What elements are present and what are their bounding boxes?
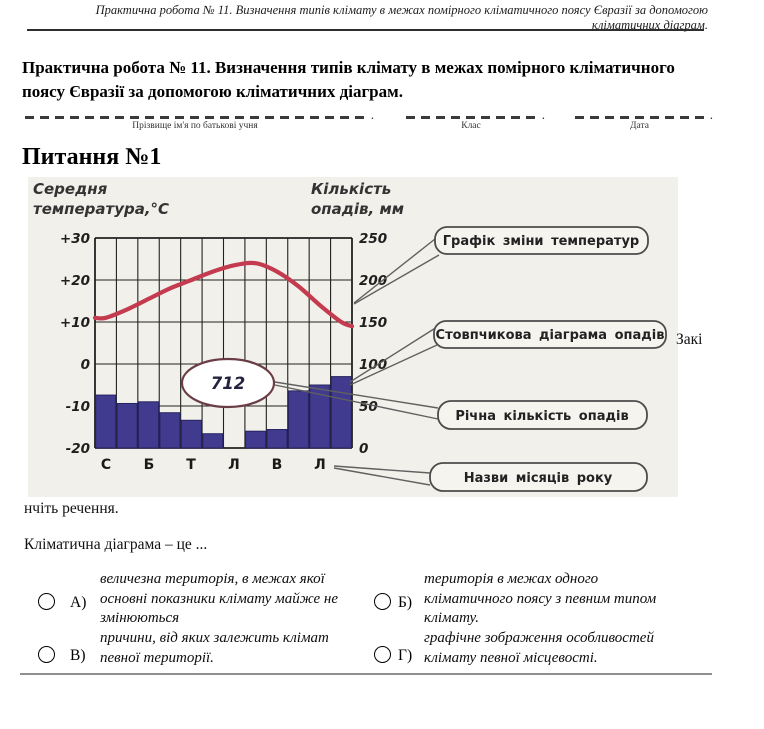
precip-bar [160, 413, 180, 448]
signature-line[interactable] [575, 107, 713, 122]
precip-tick: 50 [359, 399, 378, 415]
page-title: Практична робота № 11. Визначення типів клімату в межах помірного кліматичного поясу Євразії за допомогою кліматичних діаграм. [22, 58, 675, 102]
temp-tick: +10 [59, 315, 90, 331]
annual-precip-value: 712 [210, 374, 246, 393]
temp-tick: +30 [59, 231, 90, 247]
temp-tick: 0 [80, 357, 90, 373]
callout-annual-precip [438, 401, 647, 429]
signature-label: Клас [461, 121, 481, 131]
callout-label: Назви місяців року [463, 471, 613, 486]
callout-label: Стовпчикова діаграма опадів [435, 328, 665, 343]
precip-tick: 200 [359, 273, 388, 289]
signature-line-dot: . [709, 107, 713, 122]
temp-axis-title: Середня [33, 180, 108, 198]
callout-temperature-curve [435, 227, 648, 254]
running-header: Практична робота № 11. Визначення типів клімату в межах помірного кліматичного поясу Євразії за допомогою кліматичних діаграм. [95, 3, 708, 32]
signature-field-name [25, 107, 374, 131]
precip-bar [246, 431, 266, 448]
precip-bar [267, 430, 287, 448]
temp-tick: -10 [65, 399, 90, 415]
signature-line-dot: . [541, 107, 545, 122]
signature-line[interactable] [25, 107, 374, 122]
precip-bar [288, 391, 308, 448]
option-b-text: територія в межах одного кліматичного поясу з певним типом клімату. [424, 571, 657, 626]
climate-chart [28, 177, 678, 497]
signature-label: Прізвище ім'я по батькові учня [132, 121, 258, 131]
precip-tick: 0 [359, 441, 369, 457]
month-label: Т [186, 457, 196, 473]
wrapped-text-fragment: Закі [676, 331, 703, 348]
precip-bar [331, 377, 351, 448]
option-a-letter: А) [70, 594, 87, 611]
callout-month-names [430, 463, 647, 491]
precip-bar [96, 395, 116, 448]
option-b-letter: Б) [398, 594, 413, 611]
temp-tick: -20 [65, 441, 90, 457]
bottom-rule [20, 673, 712, 675]
option-g-text: графічне зображення особливостей клімату певної місцевості. [424, 630, 654, 666]
option-v-radio[interactable] [38, 646, 55, 663]
signature-field-class [406, 107, 545, 131]
precip-tick: 150 [359, 315, 388, 331]
question-heading: Питання №1 [22, 144, 162, 170]
signature-line[interactable] [406, 107, 545, 122]
option-v-text: причини, від яких залежить клімат певної території. [100, 630, 329, 666]
signature-label: Дата [630, 121, 649, 131]
climate-diagram-figure [28, 177, 678, 497]
callout-precip-bars [434, 321, 666, 348]
callout-label: Річна кількість опадів [455, 409, 629, 424]
task-sentence: нчіть речення. [24, 500, 119, 517]
precip-bar [203, 434, 223, 448]
signature-line-dot: . [370, 107, 374, 122]
question-prompt: Кліматична діаграма – це ... [24, 536, 208, 553]
signature-field-date [575, 107, 713, 131]
precip-bar [181, 420, 201, 448]
option-v-letter: В) [70, 647, 86, 664]
option-a-text: величезна територія, в межах якої основні показники клімату майже не змінюються [100, 571, 338, 626]
callout-label: Графік зміни температур [442, 234, 640, 249]
month-label: Б [143, 457, 155, 473]
temp-axis-title-line2: температура,°C [33, 200, 170, 218]
month-label: В [271, 457, 283, 473]
option-g-letter: Г) [398, 647, 413, 664]
precip-axis-title: Кількість [311, 180, 392, 198]
option-b-radio[interactable] [374, 593, 391, 610]
precip-tick: 250 [359, 231, 388, 247]
option-g-radio[interactable] [374, 646, 391, 663]
header-rule [27, 29, 704, 31]
month-label: С [100, 457, 112, 473]
precip-axis-title-line2: опадів, мм [311, 200, 404, 218]
option-a-radio[interactable] [38, 593, 55, 610]
precip-bar [139, 402, 159, 448]
temp-tick: +20 [59, 273, 90, 289]
precip-bar [117, 403, 137, 448]
month-label: Л [228, 457, 240, 473]
month-label: Л [314, 457, 326, 473]
precip-tick: 100 [359, 357, 388, 373]
